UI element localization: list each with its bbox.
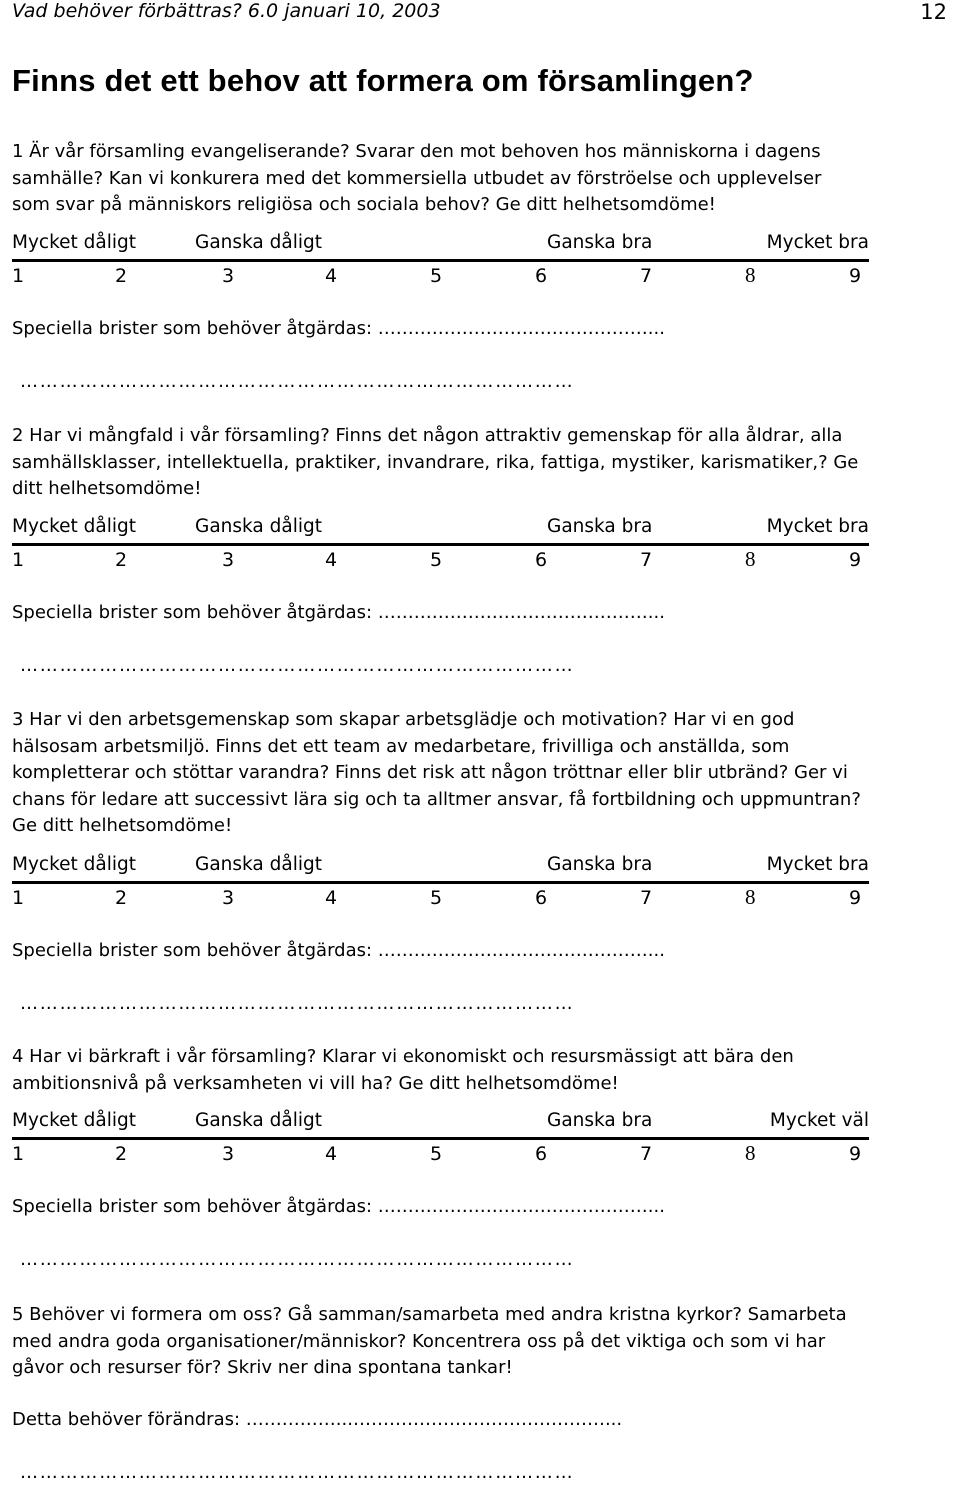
answer-dotted-line[interactable]: ………………………………………………………………………… <box>20 371 575 392</box>
rating-scale-4 <box>12 1110 869 1172</box>
scale-rule <box>12 1137 869 1140</box>
rating-7[interactable]: 7 <box>640 887 653 909</box>
rating-1[interactable]: 1 <box>12 265 25 287</box>
rating-4[interactable]: 4 <box>325 549 338 571</box>
rating-8[interactable]: 8 <box>745 263 756 287</box>
rating-1[interactable]: 1 <box>12 887 25 909</box>
answer-dotted-line[interactable]: ………………………………………………………………………… <box>20 655 575 676</box>
scale-label-fairly-bad: Ganska dåligt <box>195 232 322 253</box>
scale-numbers <box>12 549 869 577</box>
scale-label-fairly-bad: Ganska dåligt <box>195 854 322 875</box>
question-5-line: med andra goda organisationer/människor? Koncentrera oss på det viktiga och som vi har <box>12 1330 826 1352</box>
document-version-date: Vad behöver förbättras? 6.0 januari 10, 2003 <box>12 0 441 22</box>
scale-numbers <box>12 887 869 915</box>
scale-label-very-bad: Mycket dåligt <box>12 232 137 253</box>
rating-1[interactable]: 1 <box>12 549 25 571</box>
scale-numbers <box>12 265 869 293</box>
question-1-line: 1 Är vår församling evangeliserande? Svarar den mot behoven hos människorna i dagens <box>12 141 821 162</box>
question-3-line: kompletterar och stöttar varandra? Finns det risk att någon tröttnar eller blir utbränd? Ger vi <box>12 762 848 783</box>
question-5 <box>12 1302 952 1382</box>
rating-6[interactable]: 6 <box>535 1143 548 1165</box>
scale-label-very-bad: Mycket dåligt <box>12 854 137 875</box>
rating-6[interactable]: 6 <box>535 887 548 909</box>
rating-5[interactable]: 5 <box>430 549 443 571</box>
rating-2[interactable]: 2 <box>115 265 128 287</box>
scale-label-very-well: Mycket väl <box>769 1110 869 1131</box>
rating-2[interactable]: 2 <box>115 549 128 571</box>
scale-rule <box>12 543 869 546</box>
scale-numbers <box>12 1143 869 1171</box>
question-3-line: 3 Har vi den arbetsgemenskap som skapar arbetsglädje och motivation? Har vi en god <box>12 709 795 730</box>
rating-6[interactable]: 6 <box>535 549 548 571</box>
rating-4[interactable]: 4 <box>325 1143 338 1165</box>
question-4 <box>12 1044 952 1097</box>
rating-6[interactable]: 6 <box>535 265 548 287</box>
deficiencies-field-2[interactable]: Speciella brister som behöver åtgärdas: ………………………………………... <box>12 602 665 623</box>
rating-scale-3 <box>12 854 869 916</box>
question-3-line: hälsosam arbetsmiljö. Finns det ett team av medarbetare, frivilliga och anställda, som <box>12 735 790 757</box>
rating-4[interactable]: 4 <box>325 265 338 287</box>
question-3-line: Ge ditt helhetsomdöme! <box>12 815 233 836</box>
scale-label-fairly-good: Ganska bra <box>547 232 653 253</box>
rating-3[interactable]: 3 <box>222 265 235 287</box>
rating-5[interactable]: 5 <box>430 1143 443 1165</box>
question-1-line: som svar på människors religiösa och sociala behov? Ge ditt helhetsomdöme! <box>12 194 716 215</box>
rating-3[interactable]: 3 <box>222 1143 235 1165</box>
page-number: 12 <box>920 0 947 24</box>
rating-3[interactable]: 3 <box>222 549 235 571</box>
scale-label-very-good: Mycket bra <box>766 232 869 253</box>
rating-scale-1 <box>12 232 869 294</box>
question-2 <box>12 423 952 503</box>
question-5-line: gåvor och resurser för? Skriv ner dina spontana tankar! <box>12 1357 513 1378</box>
question-2-line: 2 Har vi mångfald i vår församling? Finns det någon attraktiv gemenskap för alla åldrar, alla <box>12 425 843 446</box>
answer-dotted-line[interactable]: ………………………………………………………………………… <box>20 993 575 1014</box>
scale-label-very-good: Mycket bra <box>766 854 869 875</box>
page-title: Finns det ett behov att formera om församlingen? <box>12 63 754 98</box>
deficiencies-field-1[interactable]: Speciella brister som behöver åtgärdas: ………………………………………... <box>12 318 665 339</box>
answer-dotted-line[interactable]: ………………………………………………………………………… <box>20 1249 575 1270</box>
question-2-line: ditt helhetsomdöme! <box>12 478 202 499</box>
rating-8[interactable]: 8 <box>745 547 756 571</box>
deficiencies-field-3[interactable]: Speciella brister som behöver åtgärdas: ………………………………………... <box>12 940 665 961</box>
scale-rule <box>12 259 869 262</box>
question-3-line: chans för ledare att successivt lära sig och ta alltmer ansvar, få fortbildning och uppmuntran? <box>12 788 861 810</box>
rating-7[interactable]: 7 <box>640 1143 653 1165</box>
rating-8[interactable]: 8 <box>745 885 756 909</box>
scale-label-very-bad: Mycket dåligt <box>12 1110 137 1131</box>
rating-9[interactable]: 9 <box>849 265 862 287</box>
scale-label-very-good: Mycket bra <box>766 516 869 537</box>
question-4-line: 4 Har vi bärkraft i vår församling? Klarar vi ekonomiskt och resursmässigt att bära den <box>12 1046 794 1067</box>
rating-9[interactable]: 9 <box>849 1143 862 1165</box>
rating-4[interactable]: 4 <box>325 887 338 909</box>
rating-3[interactable]: 3 <box>222 887 235 909</box>
rating-7[interactable]: 7 <box>640 549 653 571</box>
rating-scale-2 <box>12 516 869 578</box>
question-1 <box>12 139 952 219</box>
question-1-line: samhälle? Kan vi konkurera med det kommersiella utbudet av förströelse och upplevelser <box>12 167 822 189</box>
scale-label-fairly-good: Ganska bra <box>547 854 653 875</box>
rating-1[interactable]: 1 <box>12 1143 25 1165</box>
scale-label-fairly-good: Ganska bra <box>547 1110 653 1131</box>
rating-2[interactable]: 2 <box>115 887 128 909</box>
scale-label-fairly-good: Ganska bra <box>547 516 653 537</box>
changes-needed-field[interactable]: Detta behöver förändras: ……………...……………………………………... <box>12 1409 623 1430</box>
rating-8[interactable]: 8 <box>745 1141 756 1165</box>
scale-label-fairly-bad: Ganska dåligt <box>195 1110 322 1131</box>
rating-9[interactable]: 9 <box>849 887 862 909</box>
answer-dotted-line[interactable]: ………………………………………………………………………… <box>20 1462 575 1483</box>
question-3 <box>12 707 952 840</box>
rating-5[interactable]: 5 <box>430 887 443 909</box>
rating-2[interactable]: 2 <box>115 1143 128 1165</box>
question-4-line: ambitionsnivå på verksamheten vi vill ha? Ge ditt helhetsomdöme! <box>12 1072 619 1094</box>
rating-5[interactable]: 5 <box>430 265 443 287</box>
deficiencies-field-4[interactable]: Speciella brister som behöver åtgärdas: ………………………………………... <box>12 1196 665 1217</box>
scale-label-very-bad: Mycket dåligt <box>12 516 137 537</box>
rating-9[interactable]: 9 <box>849 549 862 571</box>
scale-label-fairly-bad: Ganska dåligt <box>195 516 322 537</box>
question-5-line: 5 Behöver vi formera om oss? Gå samman/samarbeta med andra kristna kyrkor? Samarbeta <box>12 1304 847 1325</box>
page-header <box>12 0 947 26</box>
scale-rule <box>12 881 869 884</box>
rating-7[interactable]: 7 <box>640 265 653 287</box>
question-2-line: samhällsklasser, intellektuella, praktiker, invandrare, rika, fattiga, mystiker, karismatiker,? Ge <box>12 451 859 473</box>
